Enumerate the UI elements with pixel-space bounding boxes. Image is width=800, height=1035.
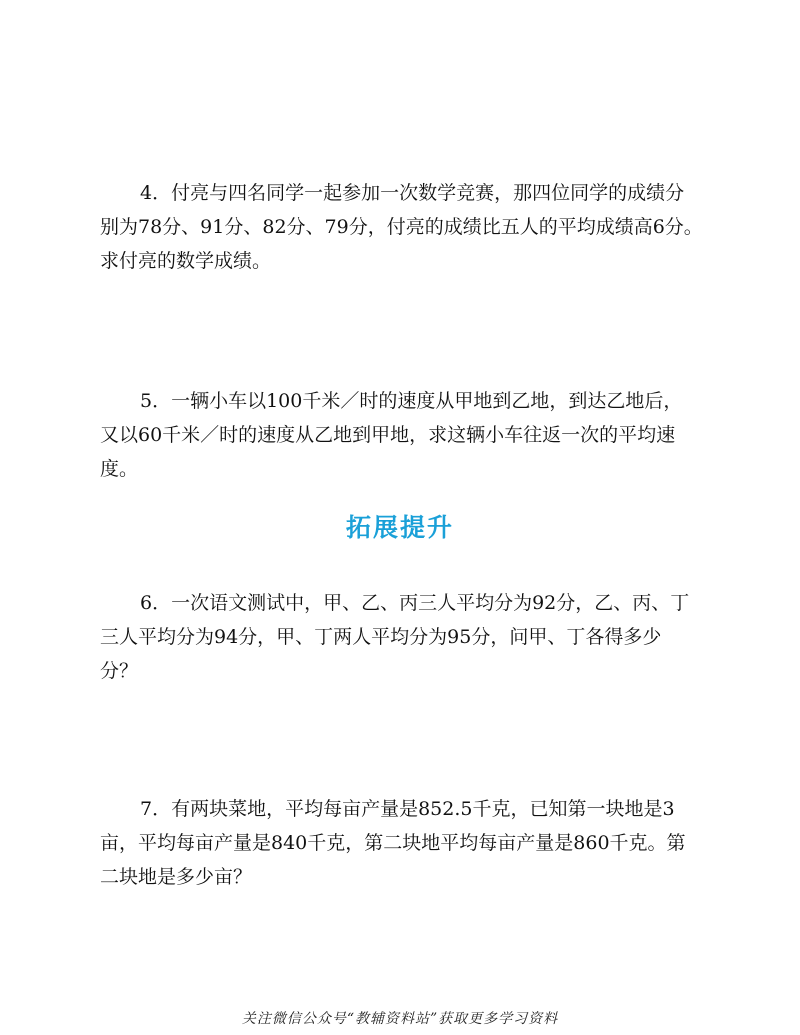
problem-7-line-1: 7．有两块菜地，平均每亩产量是852.5千克，已知第一块地是3 bbox=[140, 798, 675, 820]
problem-6 bbox=[100, 586, 715, 688]
footer-note: 关注微信公众号“教辅资料站”获取更多学习资料 bbox=[241, 1011, 559, 1027]
problem-4-line-1: 4．付亮与四名同学一起参加一次数学竞赛，那四位同学的成绩分 bbox=[140, 182, 685, 204]
problem-5-line-3: 度。 bbox=[100, 458, 139, 480]
problem-5 bbox=[100, 384, 715, 486]
problem-7-line-3: 二块地是多少亩？ bbox=[100, 866, 253, 888]
problem-4 bbox=[100, 176, 715, 278]
problem-6-line-3: 分？ bbox=[100, 660, 139, 682]
problem-5-line-1: 5．一辆小车以100千米／时的速度从甲地到乙地，到达乙地后， bbox=[140, 390, 683, 412]
problem-7 bbox=[100, 792, 715, 894]
problem-4-line-3: 求付亮的数学成绩。 bbox=[100, 250, 272, 272]
problem-4-line-2: 别为78分、91分、82分、79分，付亮的成绩比五人的平均成绩高6分。 bbox=[100, 216, 703, 238]
section-heading: 拓展提升 bbox=[345, 513, 454, 542]
problem-6-line-2: 三人平均分为94分，甲、丁两人平均分为95分，问甲、丁各得多少 bbox=[100, 626, 662, 648]
problem-5-line-2: 又以60千米／时的速度从乙地到甲地，求这辆小车往返一次的平均速 bbox=[100, 424, 676, 446]
problem-7-line-2: 亩，平均每亩产量是840千克，第二块地平均每亩产量是860千克。第 bbox=[100, 832, 686, 854]
problem-6-line-1: 6．一次语文测试中，甲、乙、丙三人平均分为92分，乙、丙、丁 bbox=[140, 592, 690, 614]
